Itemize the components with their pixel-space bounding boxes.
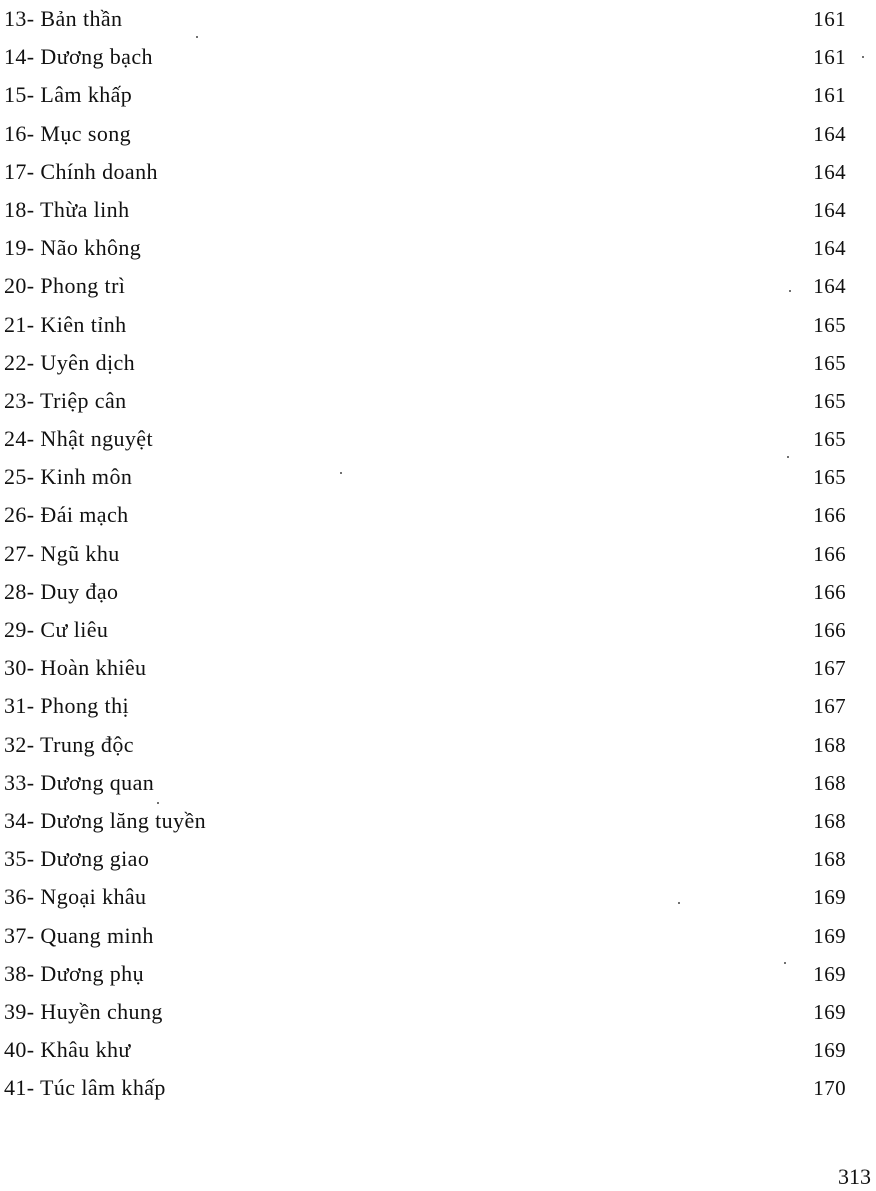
- toc-entry: [4, 384, 854, 422]
- toc-entry-page: 166: [813, 618, 846, 642]
- toc-entry: [4, 422, 854, 460]
- scan-speck: [678, 902, 680, 904]
- toc-entry-page: 169: [813, 961, 846, 986]
- toc-entry-page: 166: [813, 541, 846, 566]
- toc-entry-page: 165: [813, 350, 846, 375]
- toc-entry-title: 13- Bản thần: [4, 6, 123, 31]
- toc-entry: [4, 117, 854, 155]
- toc-entry: [4, 308, 854, 346]
- toc-entry: [4, 651, 854, 689]
- toc-entry-page: 167: [813, 656, 846, 681]
- toc-entry-page: 161: [813, 83, 846, 108]
- toc-entry-page: 168: [813, 808, 846, 833]
- toc-entry-title: 39- Huyền chung: [4, 998, 163, 1024]
- toc-entry: [4, 346, 854, 384]
- toc-entry-title: 35- Dương giao: [4, 846, 150, 872]
- toc-entry-title: 30- Hoàn khiêu: [4, 655, 147, 681]
- toc-entry-page: 164: [813, 159, 846, 184]
- toc-entry-page: 169: [813, 923, 846, 948]
- toc-entry-title: 37- Quang minh: [4, 922, 154, 948]
- toc-entry-page: 170: [813, 1076, 846, 1101]
- toc-entry: [4, 231, 854, 269]
- toc-entry: [4, 842, 854, 880]
- toc-entry-title: 19- Não không: [4, 235, 142, 261]
- toc-entry-page: 164: [813, 274, 846, 299]
- toc-entry-title: 31- Phong thị: [4, 693, 129, 719]
- page-number: 313: [838, 1164, 871, 1189]
- toc-entry-title: 26- Đái mạch: [4, 502, 129, 528]
- toc-entry-page: 166: [813, 503, 846, 528]
- toc-entry-page: 165: [813, 465, 846, 490]
- toc-entry: [4, 766, 854, 804]
- toc-entry: [4, 155, 854, 193]
- toc-entry-page: 165: [813, 427, 846, 452]
- toc-entry: [4, 804, 854, 842]
- toc-entry-page: 161: [813, 45, 846, 70]
- toc-entry-page: 168: [813, 770, 846, 795]
- toc-entry: [4, 919, 854, 957]
- toc-entry-page: 164: [813, 236, 846, 261]
- toc-entry: [4, 1071, 854, 1109]
- toc-entry-title: 34- Dương lăng tuyền: [4, 807, 207, 833]
- toc-entry-title: 25- Kinh môn: [4, 464, 133, 490]
- toc-entry: [4, 40, 854, 78]
- toc-entry-title: 17- Chính doanh: [4, 158, 158, 184]
- toc-entry-title: 18- Thừa linh: [4, 196, 130, 222]
- toc-entry-page: 167: [813, 694, 846, 719]
- toc-entry: [4, 193, 854, 231]
- toc-entry: [4, 269, 854, 307]
- toc-entry-page: 169: [813, 885, 846, 910]
- toc-entry: [4, 498, 854, 536]
- toc-entry-title: 28- Duy đạo: [4, 578, 119, 604]
- toc-entry: [4, 957, 854, 995]
- table-of-contents: [4, 2, 854, 1109]
- scan-speck: [787, 456, 789, 458]
- toc-entry-page: 166: [813, 579, 846, 604]
- toc-entry-title: 22- Uyên dịch: [4, 349, 136, 375]
- toc-entry-title: 27- Ngũ khu: [4, 540, 120, 566]
- toc-entry-title: 40- Khâu khư: [4, 1037, 131, 1063]
- toc-entry: [4, 78, 854, 116]
- toc-entry-page: 168: [813, 732, 846, 757]
- toc-entry-title: 16- Mục song: [4, 120, 132, 146]
- toc-entry-page: 161: [813, 7, 846, 31]
- scan-speck: [784, 962, 786, 964]
- toc-entry-title: 33- Dương quan: [4, 769, 155, 795]
- toc-entry: [4, 2, 854, 40]
- toc-entry-page: 165: [813, 388, 846, 413]
- toc-entry: [4, 880, 854, 918]
- toc-entry-page: 165: [813, 312, 846, 337]
- toc-entry: [4, 613, 854, 651]
- toc-entry: [4, 689, 854, 727]
- scan-speck: [862, 56, 864, 58]
- toc-entry-title: 21- Kiên tỉnh: [4, 311, 127, 337]
- toc-entry-page: 164: [813, 197, 846, 222]
- toc-entry-title: 15- Lâm khấp: [4, 82, 133, 108]
- toc-entry: [4, 537, 854, 575]
- toc-entry: [4, 1033, 854, 1071]
- toc-entry-title: 29- Cư liêu: [4, 617, 109, 642]
- toc-entry: [4, 460, 854, 498]
- toc-entry-page: 164: [813, 121, 846, 146]
- toc-entry-title: 14- Dương bạch: [4, 44, 153, 70]
- toc-entry: [4, 728, 854, 766]
- scan-speck: [157, 802, 159, 804]
- toc-entry-title: 20- Phong trì: [4, 273, 126, 299]
- toc-entry: [4, 995, 854, 1033]
- scan-speck: [789, 290, 791, 292]
- toc-entry-title: 23- Triệp cân: [4, 387, 127, 413]
- scan-speck: [340, 472, 342, 474]
- toc-entry-title: 32- Trung độc: [4, 731, 134, 757]
- toc-entry-page: 169: [813, 1038, 846, 1063]
- toc-entry-title: 36- Ngoại khâu: [4, 884, 147, 910]
- toc-entry: [4, 575, 854, 613]
- toc-entry-title: 41- Túc lâm khấp: [4, 1075, 166, 1101]
- toc-entry-title: 24- Nhật nguyệt: [4, 426, 153, 452]
- toc-entry-title: 38- Dương phụ: [4, 960, 144, 986]
- toc-entry-page: 168: [813, 847, 846, 872]
- scan-speck: [196, 36, 198, 38]
- toc-entry-page: 169: [813, 999, 846, 1024]
